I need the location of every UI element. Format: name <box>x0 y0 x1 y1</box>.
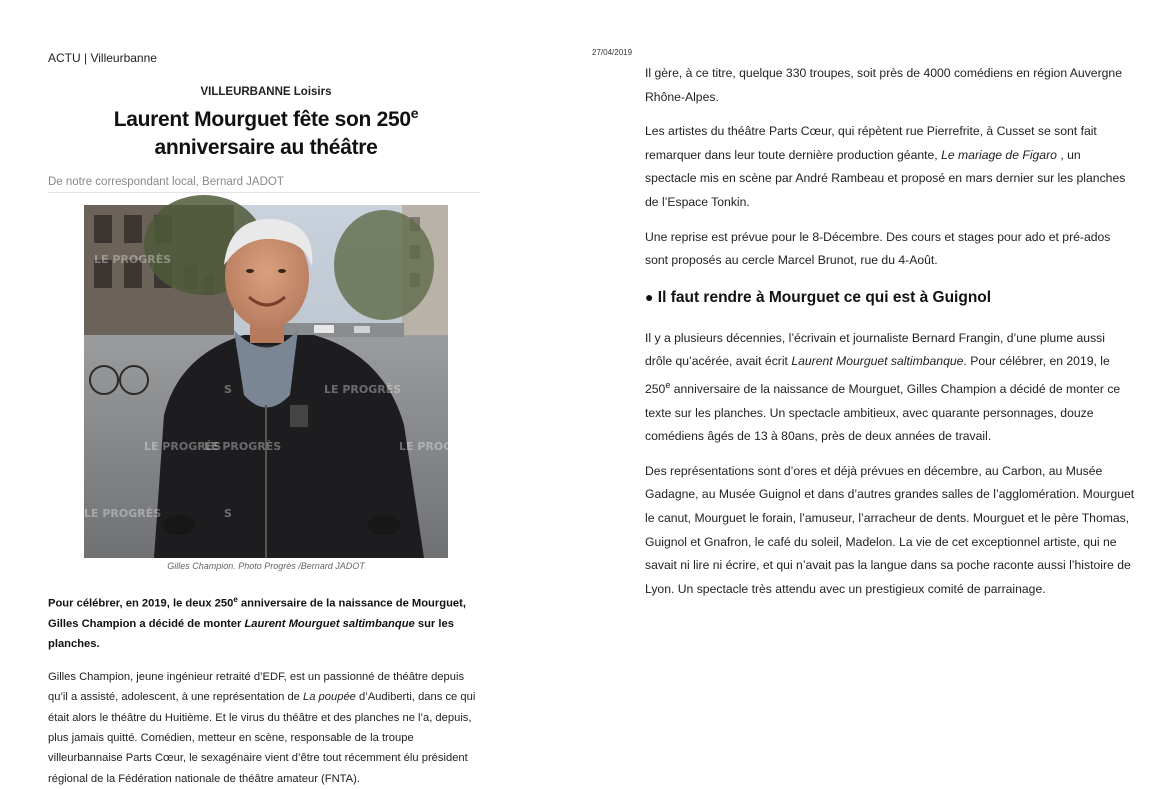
section-rubric[interactable]: ACTU | Villeurbanne <box>48 51 157 65</box>
paragraph-text: Gilles Champion, jeune ingénieur retraité d’EDF, est un passionné de théâtre depuis qu’il a assisté, adolescent, à une représentation de <box>48 670 465 704</box>
subheading <box>645 289 1135 307</box>
supra-place: VILLEURBANNE <box>200 86 291 98</box>
supra-category: Loisirs <box>293 86 332 98</box>
watermark: LE PROGRÈS <box>399 440 477 453</box>
title-superscript: e <box>410 105 419 121</box>
article-title <box>48 106 484 162</box>
watermark: S <box>224 383 232 396</box>
paragraph: Il gère, à ce titre, quelque 330 troupes, soit près de 4000 comédiens en région Auvergne Rhône-Alpes. <box>645 66 1122 104</box>
paragraph-text: Les artistes du théâtre Parts Cœur, qui répètent rue Pierrefrite, à Cusset se sont fait remarquer dans leur toute dernière production géante, <box>645 124 1097 162</box>
paragraph: Des représentations sont d’ores et déjà prévues en décembre, au Carbon, au Musée Gadagne, au Musée Guignol et dans d’autres grandes salles de l’agglomération. Mourguet le canut, Mourguet le forain, l’amuseur, l’arracheur de dents. Mourguet et le père Thomas, Guignol et Gnafron, le café du soleil, Madelon. La vie de cet exceptionnel artiste, qui ne savait ni lire ni écrire, et qui n’avait pas la langue dans sa poche raconte aussi l’histoire de Lyon. Un spectacle très attendu avec un prestigieux comité de parrainage. <box>645 463 1135 596</box>
paragraph-text: d’Audiberti, dans ce qui était alors le théâtre du Huitième. Et le virus du théâtre et des planches ne l’a, depuis, plus jamais quitté. Comédien, metteur en scène, responsable de la troupe villeurbannaise Parts Cœur, le sexagénaire vient d’être tout récemment élu président régional de la Fédération nationale de théâtre amateur (FNTA). <box>48 691 476 785</box>
paragraph-superscript: e <box>665 379 671 390</box>
paragraph <box>645 327 1135 449</box>
title-part-2: anniversaire au théâtre <box>154 136 378 159</box>
paragraph-italic: Laurent Mourguet saltimbanque <box>791 354 964 369</box>
lead-text: anniversaire de la naissance de Mourguet, Gilles Champion a décidé de monter <box>48 597 466 630</box>
paragraph <box>645 120 1135 214</box>
lead-italic-title: Laurent Mourguet saltimbanque <box>244 617 415 630</box>
watermark: S <box>224 507 232 520</box>
article-lead <box>48 590 484 654</box>
paragraph-text: anniversaire de la naissance de Mourguet, Gilles Champion a décidé de monter ce texte sur les planches. Un spectacle ambitieux, avec quarante personnages, douze comédiens âgés de 13 à 80ans, près de deux années de travail. <box>645 382 1121 444</box>
lead-text: Pour célébrer, en 2019, le deux 250 <box>48 597 234 610</box>
title-part-1: Laurent Mourguet fête son 250 <box>113 108 411 131</box>
paragraph-italic: Le mariage de Figaro <box>941 147 1057 162</box>
paragraph-text: , un spectacle mis en scène par André Rambeau et proposé en mars dernier sur les planches de l’Espace Tonkin. <box>645 147 1126 209</box>
article-date: 27/04/2019 <box>592 48 633 57</box>
paragraph-italic: La poupée <box>303 691 356 704</box>
right-column <box>645 62 1135 612</box>
paragraph: Une reprise est prévue pour le 8-Décembre. Des cours et stages pour ado et pré-ados sont proposés au cercle Marcel Brunot, rue du 4-Août. <box>645 229 1111 268</box>
bullet-icon: ● <box>645 288 654 305</box>
watermark: LE PROGRÈS <box>144 440 222 453</box>
left-column <box>48 48 484 789</box>
byline: De notre correspondant local, Bernard JADOT <box>48 176 480 193</box>
lead-superscript: e <box>233 595 238 604</box>
supra-title <box>48 84 484 100</box>
paragraph-text: Il y a plusieurs décennies, l’écrivain et journaliste Bernard Frangin, d’une plume aussi drôle qu’acérée, avait écrit <box>645 330 1105 369</box>
subheading-text: Il faut rendre à Mourguet ce qui est à Guignol <box>657 288 992 306</box>
photo-caption: Gilles Champion. Photo Progrès /Bernard JADOT <box>167 561 365 571</box>
watermark: LE PROGRÈS <box>204 440 282 453</box>
article-photo <box>84 205 477 558</box>
watermark: LE PROGRÈS <box>84 507 162 520</box>
watermark: LE PROGRÈS <box>324 383 402 396</box>
lead-text: sur les planches. <box>48 617 454 650</box>
paragraph <box>48 667 484 789</box>
paragraph-text: . Pour célébrer, en 2019, le 250 <box>645 354 1110 396</box>
watermark: LE PROGRÈS <box>94 253 172 266</box>
